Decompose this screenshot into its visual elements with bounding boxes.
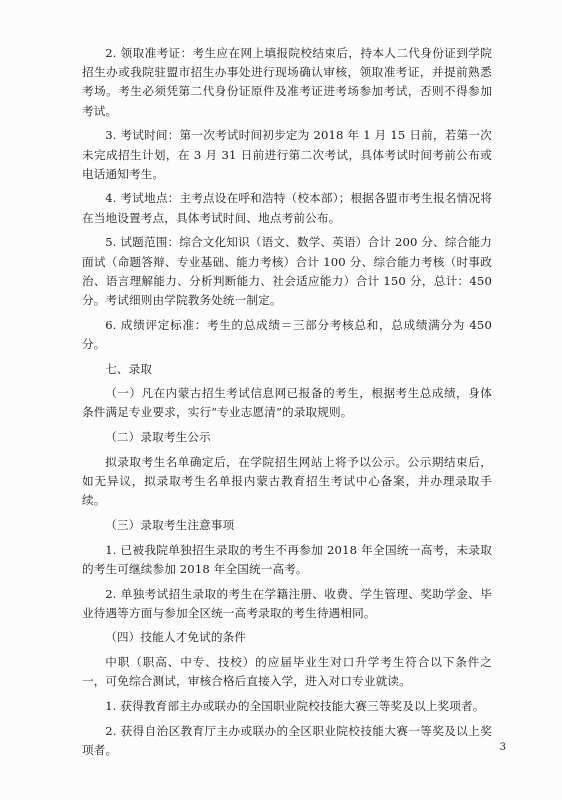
subheading-public-notice: （二）录取考生公示	[105, 430, 211, 445]
paragraph-admission-ticket: 2. 领取准考证：考生应在网上填报院校结束后，持本人二代身份证到学院招生办或我院驻盟市招生办事处进行现场确认审核，领取准考证，并提前熟悉考场。考生必须凭第二代身份证原件及准考证进考场参加考试，否则不得参加考试。	[82, 46, 492, 118]
paragraph-exam-location: 4. 考试地点：主考点设在呼和浩特（校本部）；根据各盟市考生报名情况将在当地设置考点，具体考试时间、地点考前公布。	[82, 191, 492, 225]
paragraph-exemption-condition-2: 2. 获得自治区教育厅主办或联办的全区职业院校技能大赛一等奖及以上奖项者。	[82, 723, 492, 757]
paragraph-public-notice: 拟录取考生名单确定后，在学院招生网站上将予以公示。公示期结束后，如无异议，拟录取考生名单报内蒙古教育招生考试中心备案，并办理录取手续。	[82, 454, 492, 508]
paragraph-exemption-condition-1: 1. 获得教育部主办或联办的全国职业院校技能大赛三等奖及以上奖项者。	[105, 699, 485, 714]
section-heading-admission: 七、录取	[105, 361, 153, 376]
paragraph-exam-scope: 5. 试题范围：综合文化知识（语文、数学、英语）合计 200 分、综合能力面试（命题答辩、专业基础、能力考核）合计 100 分、综合能力考核（时事政治、语言理解能力、分析判断能力、社会适应能力）合计 150 分，总计：450 分。考试细则由学院教务处统一制定。	[82, 235, 492, 307]
paragraph-note-1: 1. 已被我院单独招生录取的考生不再参加 2018 年全国统一高考，未录取的考生可继续参加 2018 年全国统一高考。	[82, 542, 492, 576]
document-body	[82, 44, 492, 766]
subheading-notes: （三）录取考生注意事项	[105, 517, 235, 532]
paragraph-admission-rule: （一）凡在内蒙古招生考试信息网已报备的考生，根据考生总成绩，身体条件满足专业要求，实行“专业志愿清”的录取规则。	[82, 386, 492, 420]
paragraph-score-standard: 6. 成绩评定标准：考生的总成绩＝三部分考核总和，总成绩满分为 450 分。	[82, 317, 492, 351]
subheading-skill-exemption: （四）技能人才免试的条件	[105, 630, 247, 645]
page-number: 3	[499, 742, 506, 753]
paragraph-skill-exemption: 中职（职高、中专、技校）的应届毕业生对口升学考生符合以下条件之一，可免综合测试，审核合格后直接入学，进入对口专业就读。	[82, 655, 492, 689]
paragraph-note-2: 2. 单独考试招生录取的考生在学籍注册、收费、学生管理、奖助学金、毕业待遇等方面与参加全区统一高考录取的考生待遇相同。	[82, 586, 492, 620]
paragraph-exam-time: 3. 考试时间：第一次考试时间初步定为 2018 年 1 月 15 日前，若第一次未完成招生计划，在 3 月 31 日前进行第二次考试，具体考试时间考前公布或电话通知考生。	[82, 128, 492, 181]
